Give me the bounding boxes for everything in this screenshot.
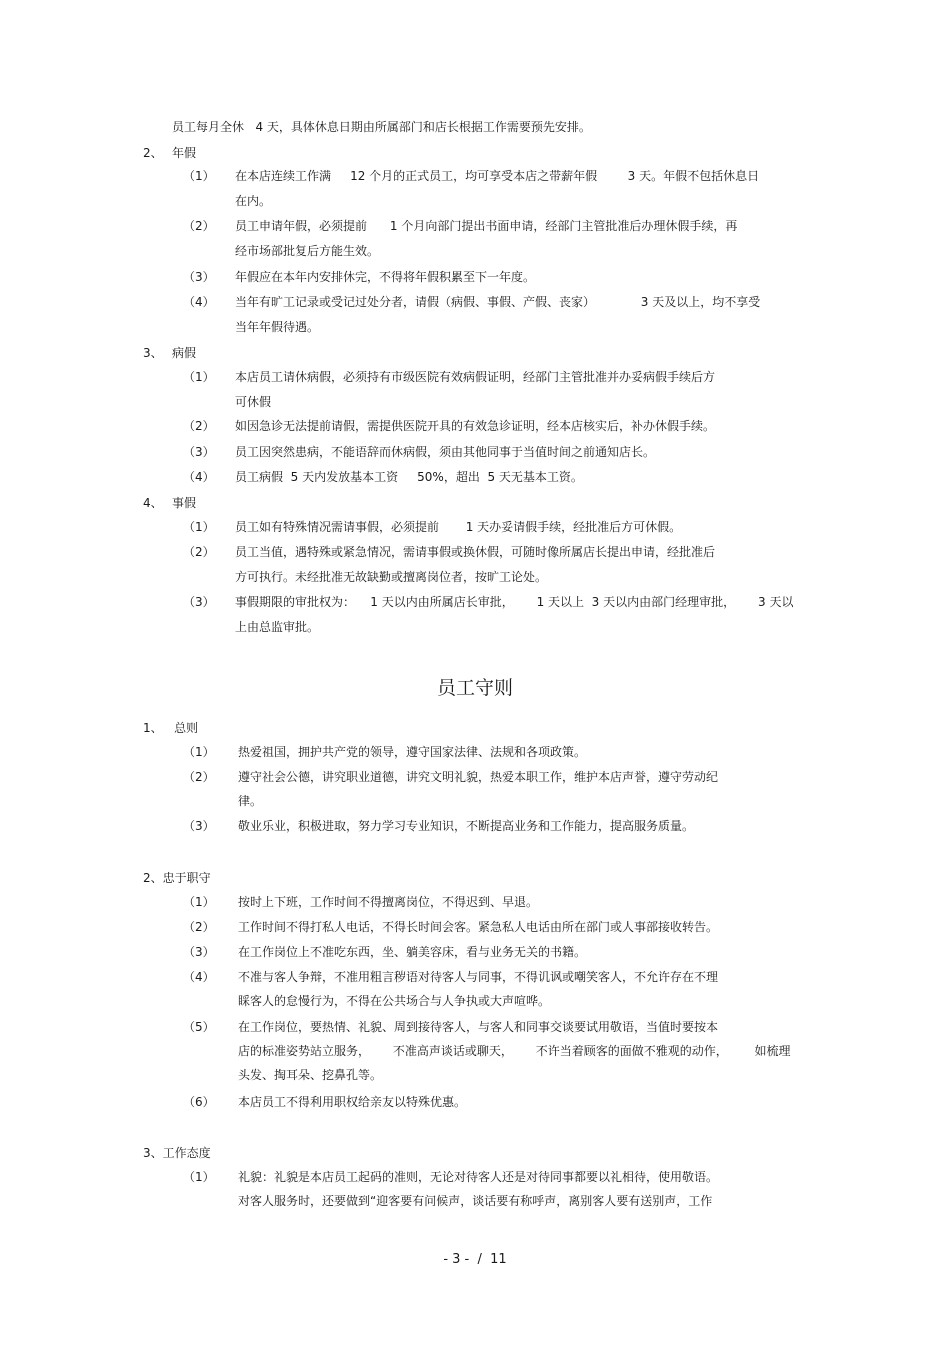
item-number: （4） — [183, 970, 215, 984]
item-text-continued: 经市场部批复后方能生效。 — [235, 244, 380, 258]
page-number: - 3 - / 11 — [443, 1252, 507, 1267]
item-text: 如因急诊无法提前请假，需提供医院开具的有效急诊证明，经本店核实后，补办休假手续。 — [235, 419, 716, 433]
section-heading-general: 1、 总则 — [143, 721, 199, 735]
section-heading-duty: 2、忠于职守 — [143, 871, 211, 885]
item-number: （4） — [183, 470, 215, 484]
intro-paragraph: 员工每月全休 4 天，具体休息日期由所属部门和店长根据工作需要预先安排。 — [172, 120, 591, 134]
item-text-continued: 在内。 — [235, 194, 272, 208]
item-text: 员工因突然患病，不能语辞而休病假，须由其他同事于当值时间之前通知店长。 — [235, 445, 656, 459]
item-number: （2） — [183, 545, 215, 559]
item-text: 事假期限的审批权为： 1 天以内由所属店长审批， 1 天以上 3 天以内由部门经理审批， 3 天以 — [235, 595, 794, 609]
section-heading-personal-leave: 事假 — [172, 496, 197, 510]
item-text-continued: 对客人服务时，还要做到“迎客要有问候声，谈话要有称呼声，离别客人要有送别声，工作 — [238, 1194, 713, 1208]
section-heading-work-attitude: 3、工作态度 — [143, 1146, 211, 1160]
item-number: （3） — [183, 945, 215, 959]
item-number: （3） — [183, 819, 215, 833]
item-text: 年假应在本年内安排休完，不得将年假积累至下一年度。 — [235, 270, 536, 284]
item-text: 敬业乐业，积极进取，努力学习专业知识，不断提高业务和工作能力，提高服务质量。 — [238, 819, 695, 833]
item-text: 热爱祖国，拥护共产党的领导，遵守国家法律、法规和各项政策。 — [238, 745, 587, 759]
section-number: 2、 — [143, 146, 163, 160]
item-text-continued: 店的标准姿势站立服务， 不准高声谈话或聊天， 不许当着顾客的面做不雅观的动作， 如梳理 — [238, 1044, 791, 1058]
item-text-continued: 可休假 — [235, 395, 272, 409]
item-text: 按时上下班，工作时间不得擅离岗位，不得迟到、早退。 — [238, 895, 539, 909]
item-text-continued: 当年年假待遇。 — [235, 320, 320, 334]
item-number: （3） — [183, 595, 215, 609]
item-text-continued: 律。 — [238, 794, 263, 808]
item-number: （3） — [183, 270, 215, 284]
section-number: 3、 — [143, 346, 163, 360]
item-text: 在工作岗位上不准吃东西，坐、躺美容床，看与业务无关的书籍。 — [238, 945, 587, 959]
page-title: 员工守则 — [436, 677, 513, 699]
item-text: 当年有旷工记录或受记过处分者，请假（病假、事假、产假、丧家） 3 天及以上，均不享受 — [235, 295, 761, 309]
item-text: 工作时间不得打私人电话，不得长时间会客。紧急私人电话由所在部门或人事部接收转告。 — [238, 920, 719, 934]
item-number: （1） — [183, 370, 215, 384]
item-text: 遵守社会公德，讲究职业道德，讲究文明礼貌，热爱本职工作，维护本店声誉，遵守劳动纪 — [238, 770, 719, 784]
item-number: （6） — [183, 1095, 215, 1109]
item-text-continued: 上由总监审批。 — [235, 620, 320, 634]
item-text: 员工病假 5 天内发放基本工资 50%，超出 5 天无基本工资。 — [235, 470, 583, 484]
section-number: 4、 — [143, 496, 163, 510]
item-number: （3） — [183, 445, 215, 459]
item-text: 本店员工不得利用职权给亲友以特殊优惠。 — [238, 1095, 467, 1109]
item-number: （1） — [183, 520, 215, 534]
item-number: （5） — [183, 1020, 215, 1034]
item-text-continued: 方可执行。未经批准无故缺勤或擅离岗位者，按旷工论处。 — [235, 570, 548, 584]
item-number: （2） — [183, 770, 215, 784]
item-text: 在工作岗位，要热情、礼貌、周到接待客人，与客人和同事交谈要试用敬语，当值时要按本 — [238, 1020, 719, 1034]
item-text: 员工如有特殊情况需请事假，必须提前 1 天办妥请假手续，经批准后方可休假。 — [235, 520, 682, 534]
item-text: 在本店连续工作满 12 个月的正式员工，均可享受本店之带薪年假 3 天。年假不包括休息日 — [235, 169, 760, 183]
item-text: 礼貌：礼貌是本店员工起码的准则，无论对待客人还是对待同事都要以礼相待，使用敬语。 — [238, 1170, 719, 1184]
item-text: 不准与客人争辩，不准用粗言秽语对待客人与同事，不得讥讽或嘲笑客人，不允许存在不理 — [238, 970, 719, 984]
item-text: 员工申请年假，必须提前 1 个月向部门提出书面申请，经部门主管批准后办理休假手续，再 — [235, 219, 738, 233]
item-number: （1） — [183, 1170, 215, 1184]
item-number: （1） — [183, 895, 215, 909]
item-number: （2） — [183, 419, 215, 433]
item-number: （2） — [183, 219, 215, 233]
item-number: （1） — [183, 169, 215, 183]
item-text: 本店员工请休病假，必须持有市级医院有效病假证明，经部门主管批准并办妥病假手续后方 — [235, 370, 716, 384]
item-number: （1） — [183, 745, 215, 759]
item-number: （2） — [183, 920, 215, 934]
item-text: 员工当值，遇特殊或紧急情况，需请事假或换休假，可随时像所属店长提出申请，经批准后 — [235, 545, 716, 559]
item-text-continued: 头发、掏耳朵、挖鼻孔等。 — [238, 1068, 383, 1082]
section-heading-sick-leave: 病假 — [172, 346, 197, 360]
item-text-continued: 睬客人的怠慢行为，不得在公共场合与人争执或大声喧哗。 — [238, 994, 551, 1008]
item-number: （4） — [183, 295, 215, 309]
section-heading-annual-leave: 年假 — [172, 146, 197, 160]
